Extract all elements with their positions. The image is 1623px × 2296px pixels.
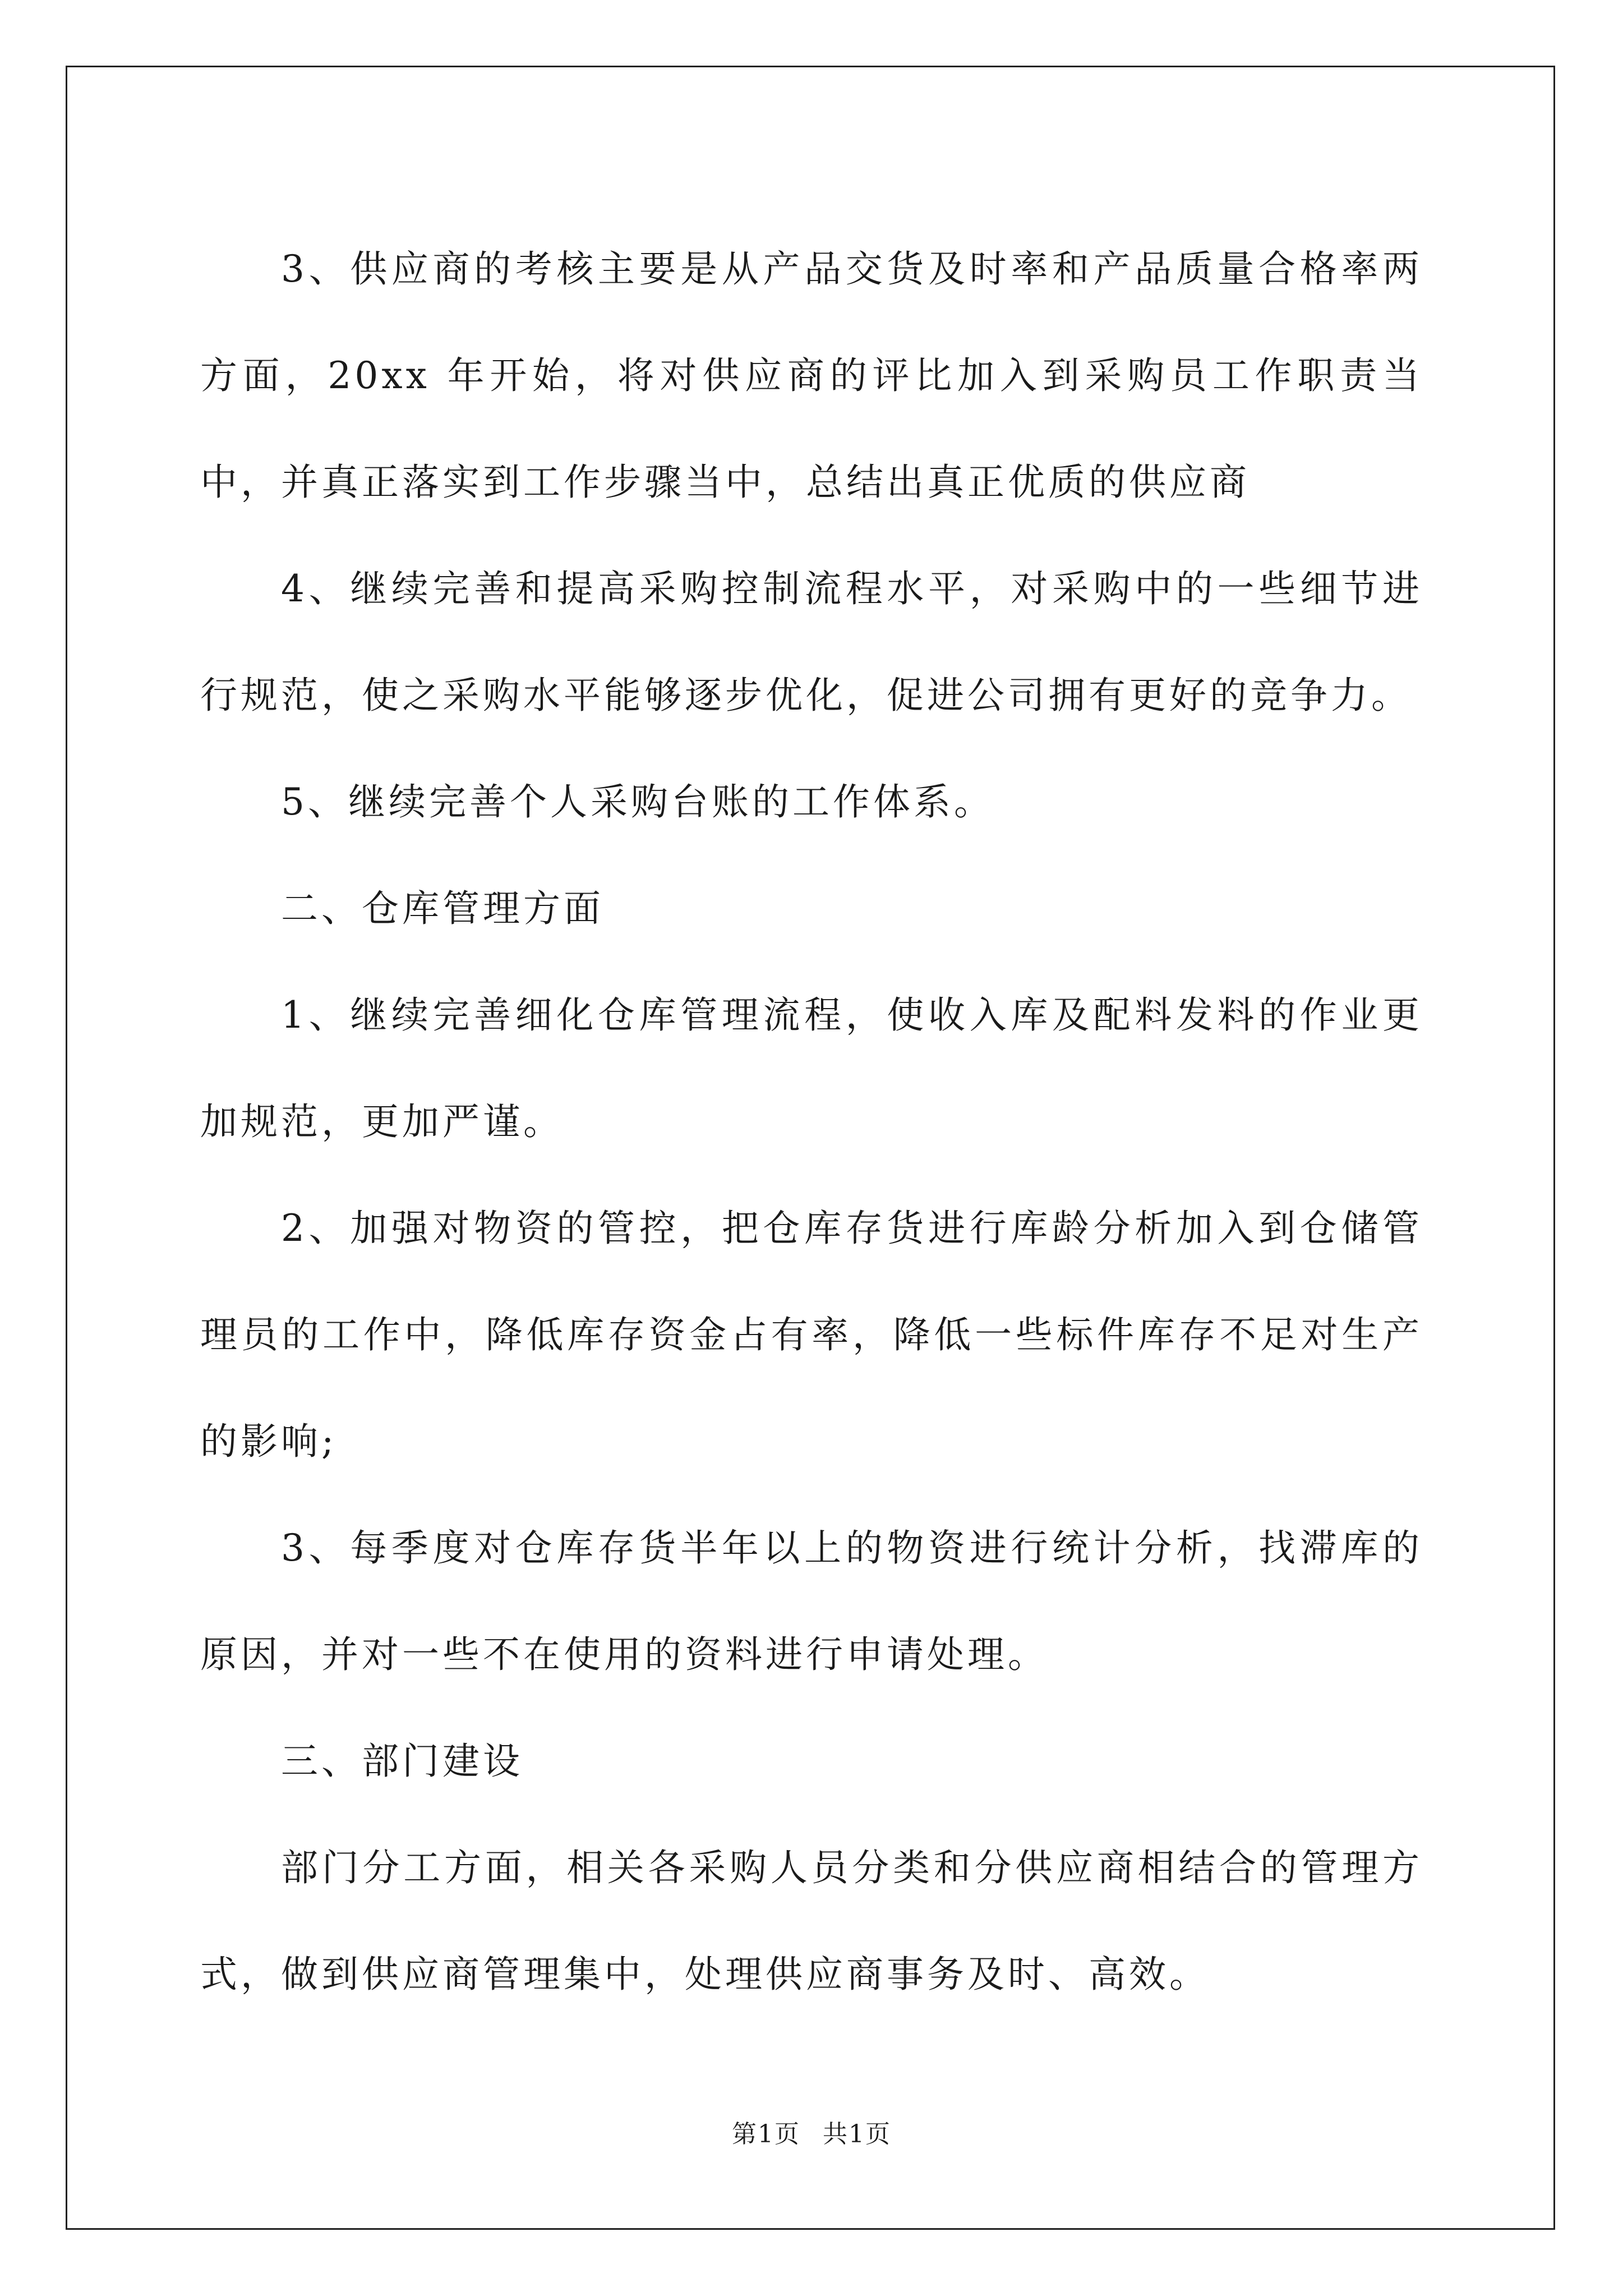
paragraph-quarterly-analysis: 3、每季度对仓库存货半年以上的物资进行统计分析，找滞库的原因，并对一些不在使用的资料进行申请处理。: [200, 1526, 1423, 1676]
paragraph-procurement-ledger: 5、继续完善个人采购台账的工作体系。: [281, 780, 994, 823]
paragraph-inventory-control: 2、加强对物资的管控，把仓库存货进行库龄分析加入到仓储管理员的工作中，降低库存资金占有率，降低一些标件库存不足对生产的影响;: [200, 1207, 1423, 1463]
section-heading-warehouse: 二、仓库管理方面: [281, 887, 604, 930]
page-number-total: 共1页: [823, 2120, 891, 2148]
page-footer: [0, 2118, 1623, 2151]
paragraph-division-of-labor: 部门分工方面，相关各采购人员分类和分供应商相结合的管理方式，做到供应商管理集中，处理供应商事务及时、高效。: [200, 1846, 1423, 1996]
document-body: [200, 216, 1423, 2028]
paragraph-supplier-assessment: 3、供应商的考核主要是从产品交货及时率和产品质量合格率两方面，20xx 年开始，将对供应商的评比加入到采购员工作职责当中，并真正落实到工作步骤当中，总结出真正优质的供应商: [200, 247, 1423, 504]
paragraph-procurement-process: 4、继续完善和提高采购控制流程水平，对采购中的一些细节进行规范，使之采购水平能够逐步优化，促进公司拥有更好的竞争力。: [200, 567, 1423, 717]
page-number-current: 第1页: [732, 2120, 800, 2148]
section-heading-department: 三、部门建设: [281, 1740, 523, 1783]
paragraph-warehouse-process: 1、继续完善细化仓库管理流程，使收入库及配料发料的作业更加规范，更加严谨。: [200, 993, 1423, 1143]
